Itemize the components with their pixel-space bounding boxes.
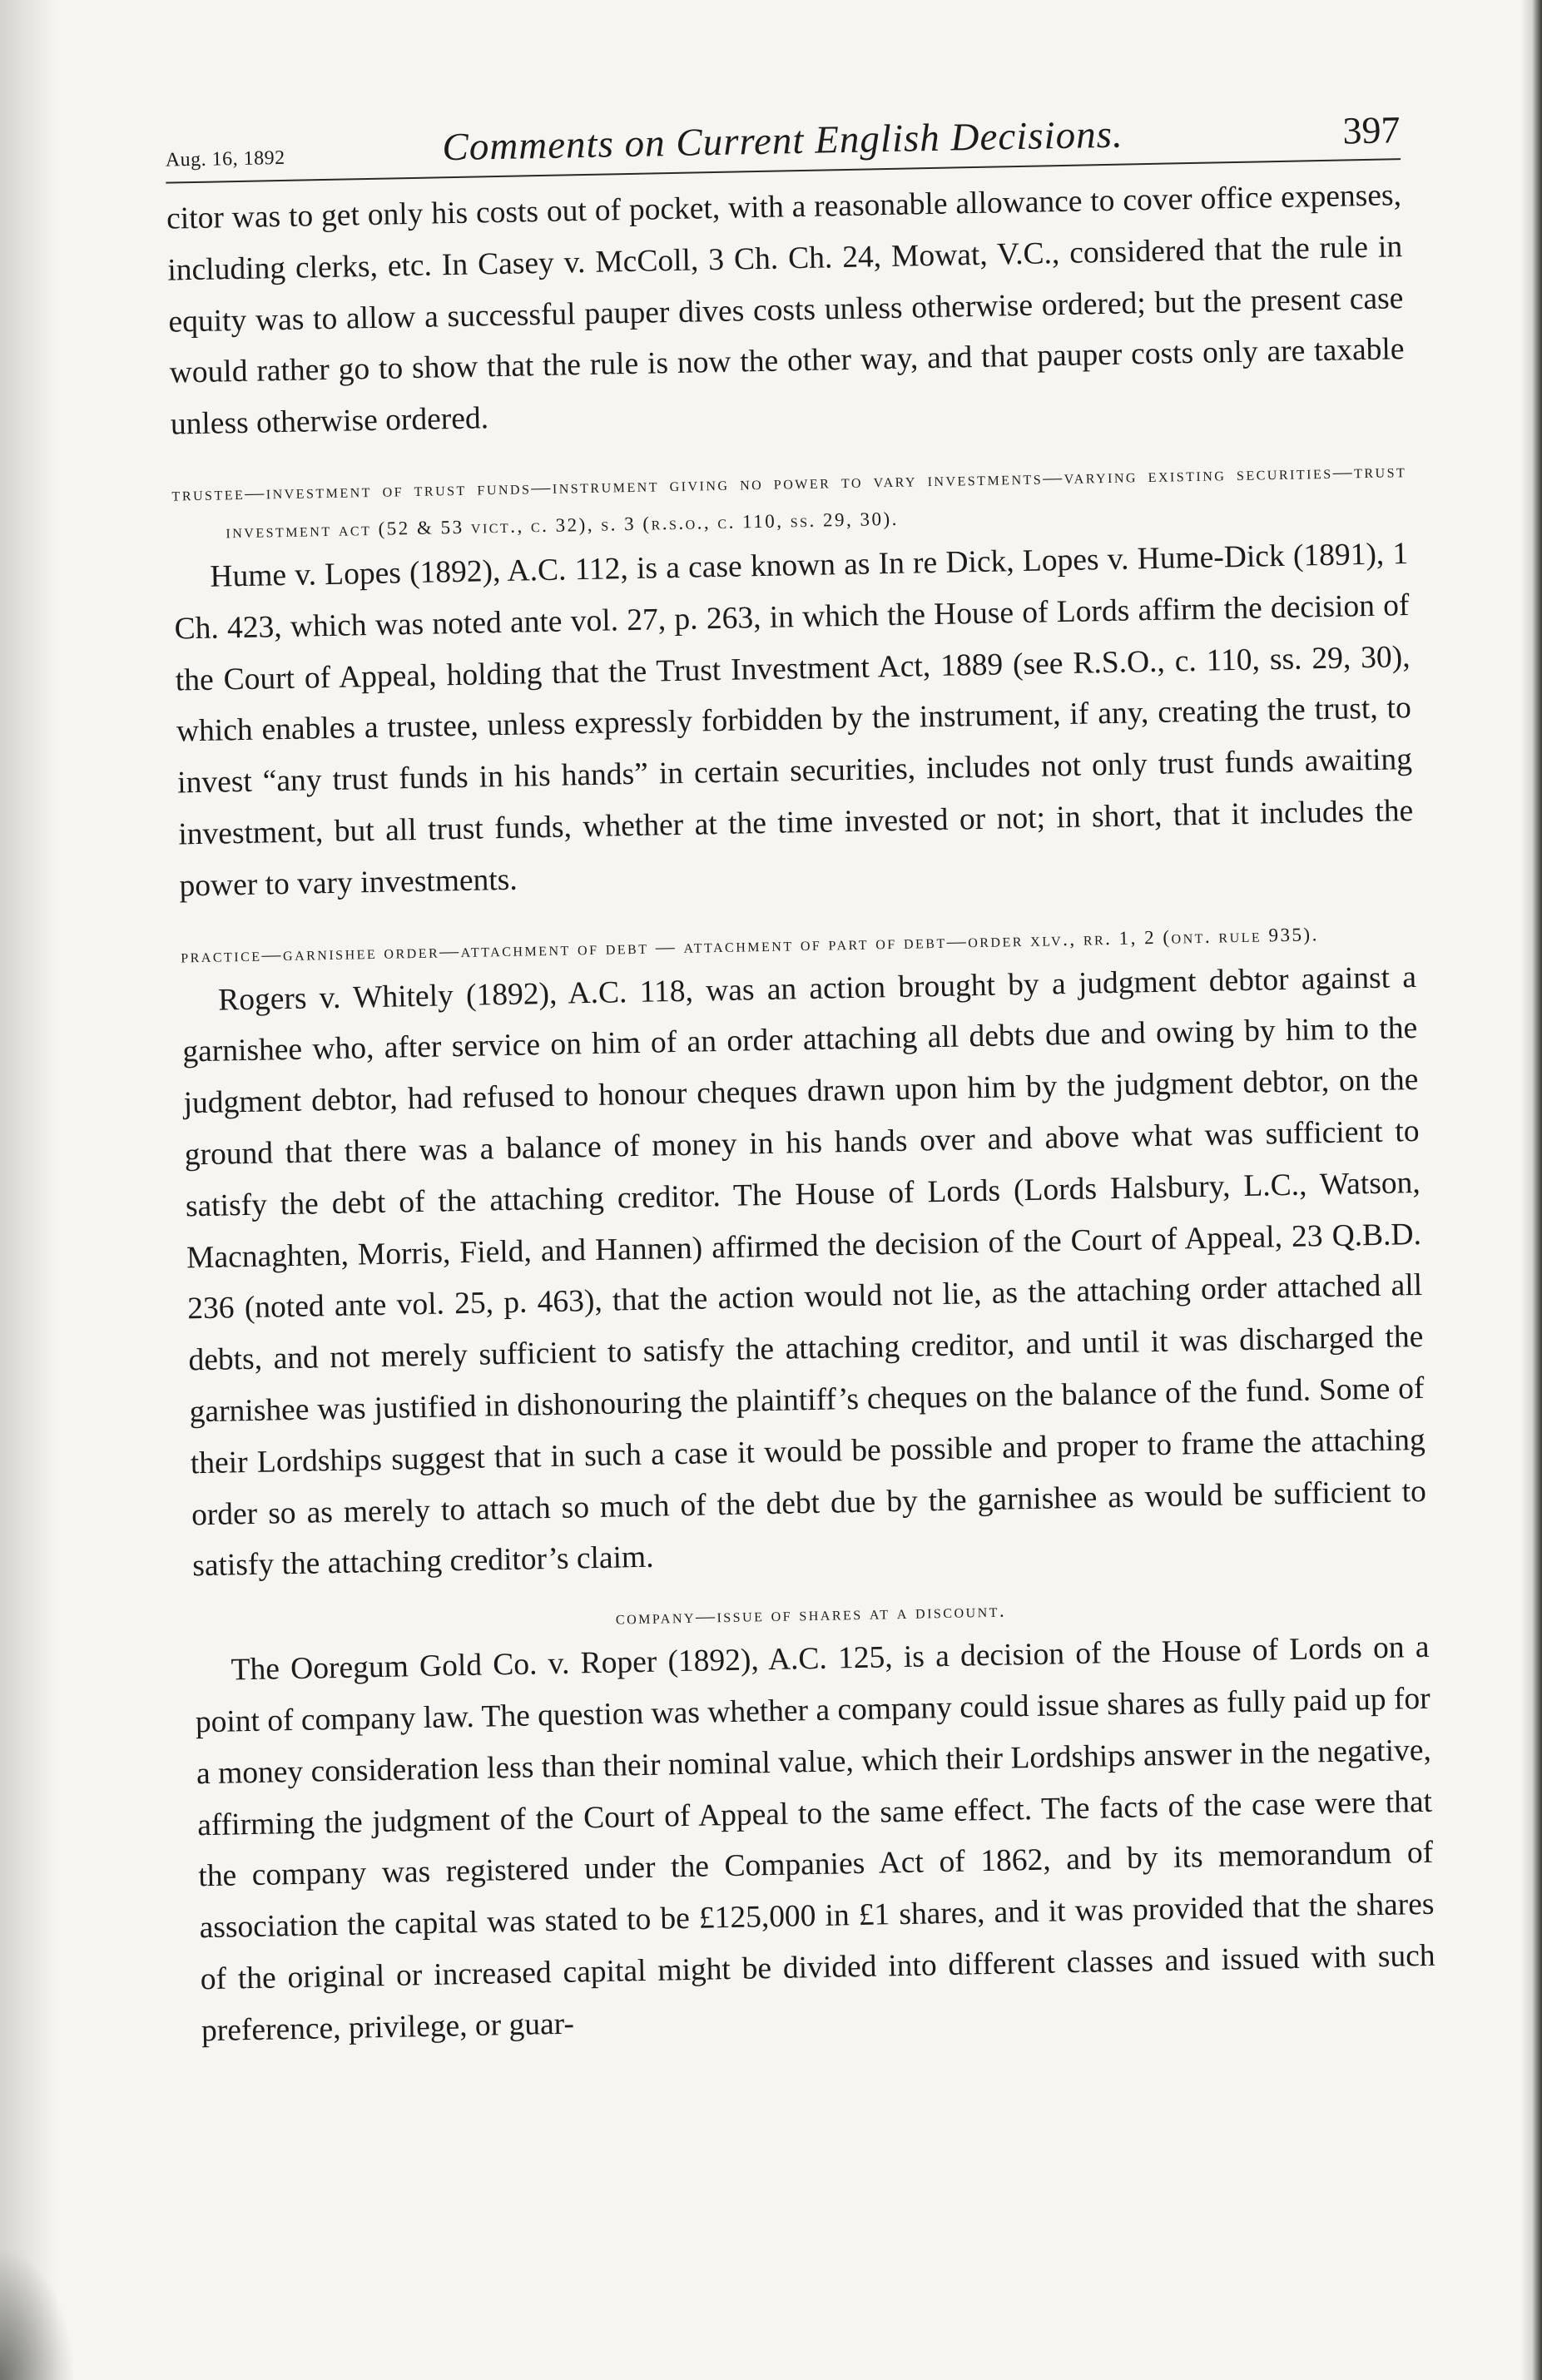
section-heading-company: company—issue of shares at a discount. [615, 1599, 1007, 1629]
section-paragraph-company: The Ooregum Gold Co. v. Roper (1892), A.C. 125, is a decision of the House of Lords on a point of company law. The question was whether a company could issue shares as fully paid up for a money consideration less than their nominal value, which their Lordships answer in the negative, affirming the judgment of the Court of Appeal to the same effect. The facts of the case were that the company was registered under the Companies Act of 1862, and by its memorandum of association the capital was stated to be £125,000 in £1 shares, and it was provided that the shares of the original or increased capital might be divided into different classes and issued with such preference, privilege, or guar- [195, 1629, 1435, 2048]
page-number: 397 [1341, 108, 1401, 152]
section-paragraph-trustee: Hume v. Lopes (1892), A.C. 112, is a case known as In re Dick, Lopes v. Hume-Dick (1891), 1 Ch. 423, which was noted ante vol. 27, p. 263, in which the House of Lords affirm the decision of the Court of Appeal, holding that the Trust Investment Act, 1889 (see R.S.O., c. 110, ss. 29, 30), which enables a trustee, unless expressly forbidden by the instrument, if any, creating the trust, to invest “any trust funds in his hands” in certain securities, includes not only trust funds awaiting investment, but all trust funds, whether at the time invested or not; in short, that it includes the power to vary investments. [174, 537, 1414, 904]
running-head [165, 100, 1401, 183]
text-column [107, 100, 1451, 2058]
opening-paragraph: citor was to get only his costs out of pocket, with a reasonable allowance to cover office expenses, including clerks, etc. In Casey v. McColl, 3 Ch. Ch. 24, Mowat, V.C., considered that the rule in equity was to allow a successful pauper dives costs unless otherwise ordered; but the present case would rather go to show that the rule is now the other way, and that pauper costs only are taxable unless otherwise ordered. [166, 178, 1405, 442]
page-gutter-shadow [0, 0, 58, 2380]
section-heading-practice: practice—garnishee order—attachment of debt — attachment of part of debt—order xlv., rr. 1, 2 (ont. rule 935). [180, 923, 1320, 967]
section-paragraph-practice: Rogers v. Whitely (1892), A.C. 118, was an action brought by a judgment debtor against a garnishee who, after service on him of an order attaching all debts due and owing by him to the judgment debtor, had refused to honour cheques drawn upon him by the judgment debtor, on the ground that there was a balance of money in his hands over and above what was sufficient to satisfy the debt of the attaching creditor. The House of Lords (Lords Halsbury, L.C., Watson, Macnaghten, Morris, Field, and Hannen) affirmed the decision of the Court of Appeal, 23 Q.B.D. 236 (noted ante vol. 25, p. 463), that the action would not lie, as the attaching order attached all debts, and not merely sufficient to satisfy the attaching creditor, and until it was discharged the garnishee was justified in dishonouring the plaintiff’s cheques on the balance of the fund. Some of their Lordships suggest that in such a case it would be possible and proper to frame the attaching order so as merely to attach so much of the debt due by the garnishee as would be sufficient to satisfy the attaching creditor’s claim. [182, 959, 1427, 1584]
article-body [166, 170, 1437, 2057]
page-corner-shadow [0, 2247, 75, 2380]
running-head-title: Comments on Current English Decisions. [441, 112, 1124, 170]
section-heading-trustee: trustee—investment of trust funds—instrument giving no power to vary investments—varying existing securities—trust investment act (52 & 53 vict., c. 32), s. 3 (r.s.o., c. 110, ss. 29, 30). [171, 460, 1407, 543]
running-head-date: Aug. 16, 1892 [165, 146, 285, 171]
page-edge-shadow [1520, 0, 1542, 2380]
